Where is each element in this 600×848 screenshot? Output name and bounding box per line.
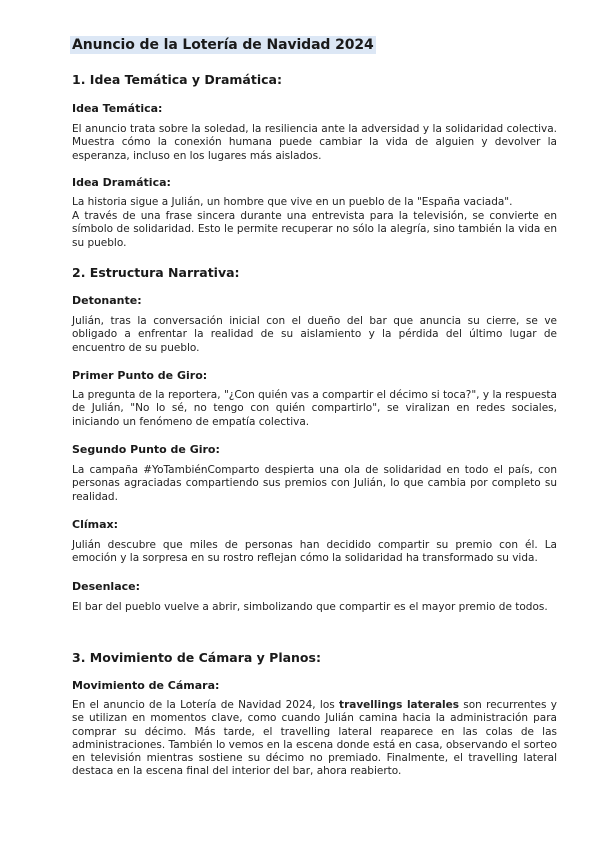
section-1-heading: 1. Idea Temática y Dramática: — [72, 72, 282, 87]
camara-text-a: En el anuncio de la Lotería de Navidad 2024, los — [72, 699, 340, 711]
idea-dramatica-text: A través de una frase sincera durante una entrevista para la televisión, se convierte en símbolo de solidaridad. Esto le permite recuperar no sólo la alegría, sino también la vida en su pueblo. — [72, 210, 557, 249]
movimiento-camara-heading: Movimiento de Cámara: — [72, 679, 220, 692]
segundo-giro-text: La campaña #YoTambiénComparto despierta una ola de solidaridad en todo el país, con personas agraciadas compartiendo sus premios con Julián, lo que cambia por completo su realidad. — [72, 464, 557, 503]
document-title: Anuncio de la Lotería de Navidad 2024 — [72, 37, 374, 53]
section-2-heading: 2. Estructura Narrativa: — [72, 265, 240, 280]
idea-tematica-heading: Idea Temática: — [72, 102, 163, 115]
primer-giro-text: La pregunta de la reportera, "¿Con quién vas a compartir el décimo si toca?", y la respuesta de Julián, "No lo sé, no tengo con quién compartirlo", se viralizan en redes sociales, iniciando un fenómeno de empatía colectiva. — [72, 389, 557, 428]
idea-dramatica-line1: La historia sigue a Julián, un hombre que vive en un pueblo de la "España vaciada". — [72, 196, 513, 208]
desenlace-text: El bar del pueblo vuelve a abrir, simbolizando que compartir es el mayor premio de todos. — [72, 601, 548, 613]
detonante-heading: Detonante: — [72, 294, 142, 307]
idea-tematica-text: El anuncio trata sobre la soledad, la resiliencia ante la adversidad y la solidaridad colectiva. Muestra cómo la conexión humana puede cambiar la vida de alguien y devolver la esperanza, incluso en los lugares más aislados. — [72, 123, 557, 162]
climax-heading: Clímax: — [72, 518, 118, 531]
desenlace-heading: Desenlace: — [72, 580, 141, 593]
section-3-heading: 3. Movimiento de Cámara y Planos: — [72, 650, 321, 665]
primer-giro-heading: Primer Punto de Giro: — [72, 369, 208, 382]
climax-text: Julián descubre que miles de personas han decidido compartir su premio con él. La emoción y la sorpresa en su rostro reflejan cómo la solidaridad ha transformado su vida. — [72, 539, 557, 565]
camara-text-b: son recurrentes y se utilizan en momentos clave, como cuando Julián camina hacia la administración para comprar su décimo. Más tarde, el travelling lateral reaparece en las colas de las administraciones. También lo vemos en la escena donde está en casa, observando el sorteo en televisión mientras sostiene su décimo no premiado. Finalmente, el travelling lateral destaca en la escena final del interior del bar, ahora reabierto. — [72, 699, 557, 778]
movimiento-camara-text — [72, 699, 557, 779]
detonante-text: Julián, tras la conversación inicial con el dueño del bar que anuncia su cierre, se ve obligado a enfrentar la realidad de su aislamiento y la pérdida del último lugar de encuentro de su pueblo. — [72, 315, 557, 354]
travellings-laterales-bold: travellings laterales — [339, 699, 459, 711]
idea-dramatica-heading: Idea Dramática: — [72, 176, 171, 189]
segundo-giro-heading: Segundo Punto de Giro: — [72, 443, 220, 456]
